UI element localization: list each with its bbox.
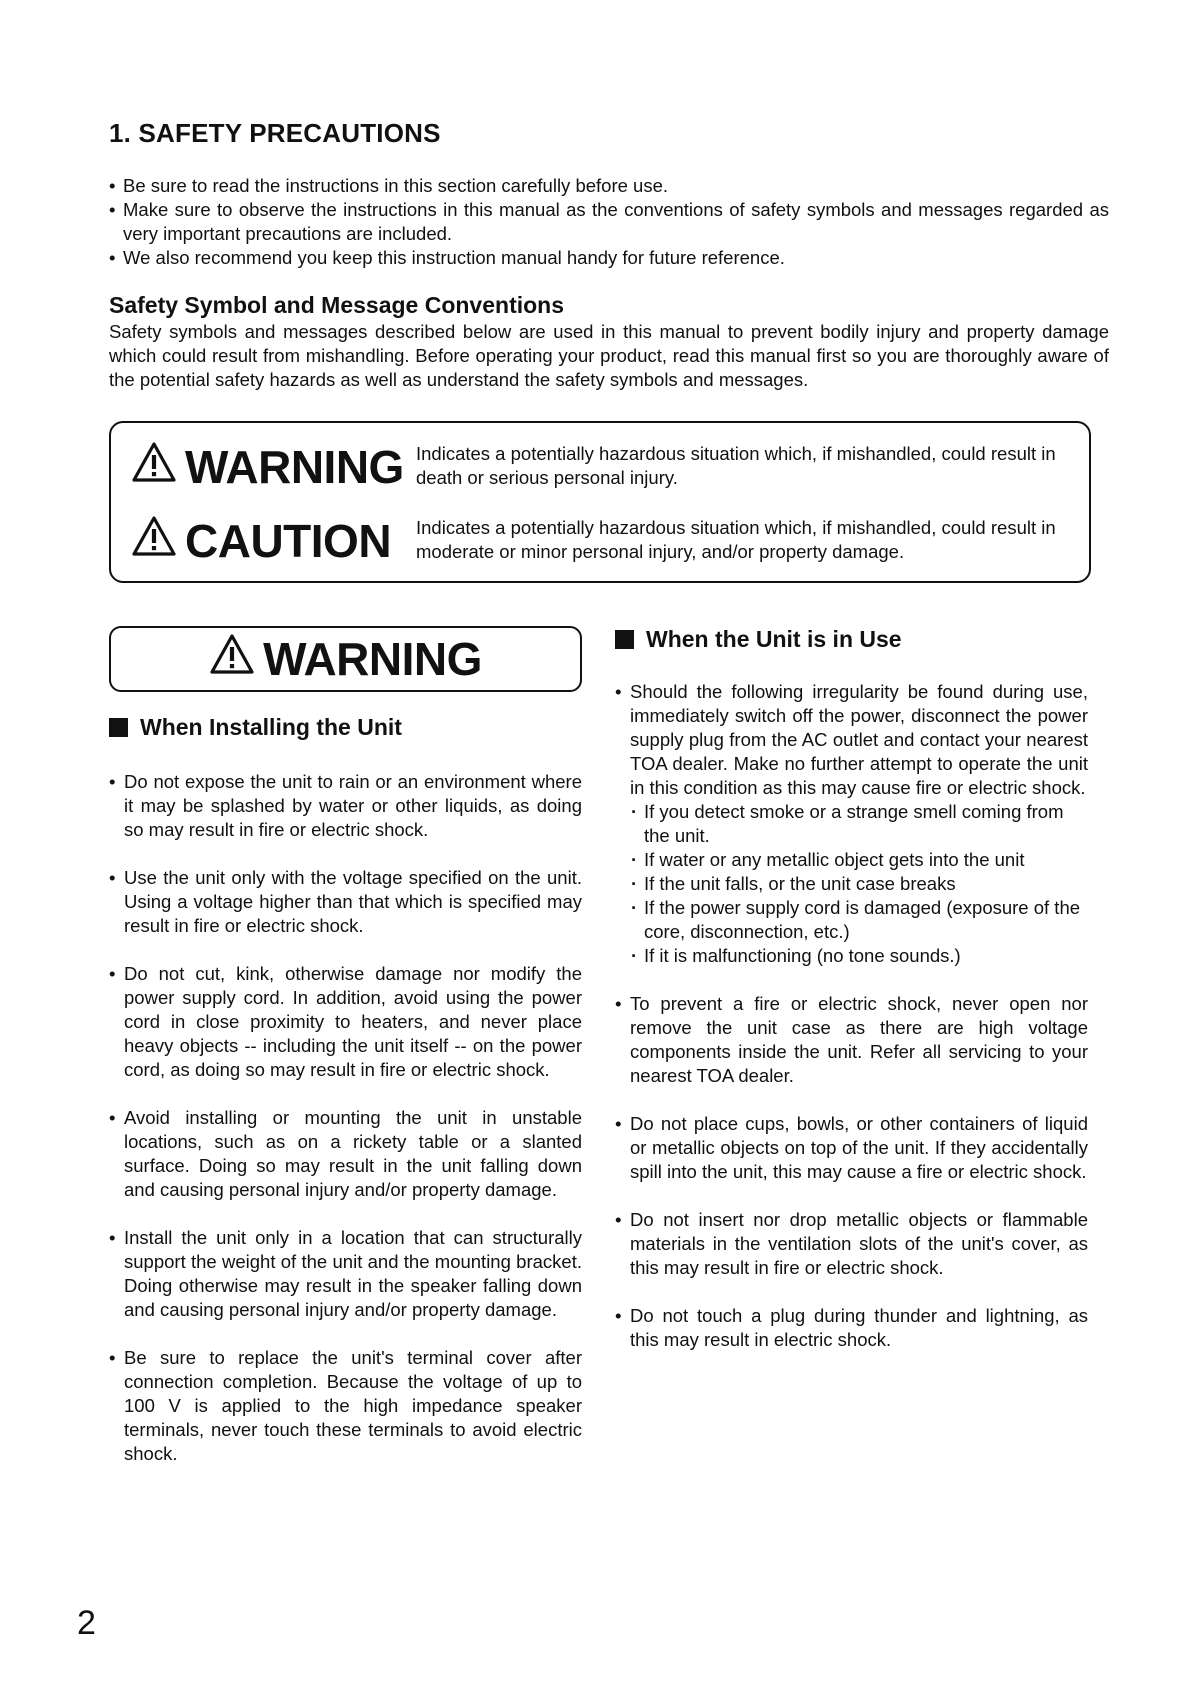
caution-convention-row bbox=[131, 511, 1069, 571]
list-item: • Do not place cups, bowls, or other containers of liquid or metallic objects on top of the unit. If they accidentally spill into the unit, this may cause a fire or electric shock. bbox=[615, 1112, 1088, 1184]
in-use-heading bbox=[615, 626, 902, 653]
conventions-box bbox=[109, 421, 1091, 583]
intro-bullet-list bbox=[109, 174, 1109, 270]
caution-triangle-icon bbox=[131, 511, 177, 571]
installing-list bbox=[109, 770, 582, 1490]
warning-banner-label: WARNING bbox=[263, 633, 482, 685]
intro-bullet: • Make sure to observe the instructions in this manual as the conventions of safety symbols and messages regarded as very important precautions are included. bbox=[109, 198, 1109, 246]
sub-list-item: · If water or any metallic object gets into the unit bbox=[630, 848, 1088, 872]
intro-bullet: • We also recommend you keep this instruction manual handy for future reference. bbox=[109, 246, 1109, 270]
in-use-list bbox=[615, 680, 1088, 1376]
warning-triangle-icon bbox=[209, 632, 255, 686]
conventions-text: Safety symbols and messages described below are used in this manual to prevent bodily injury and property damage which could result from mishandling. Before operating your product, read this manual first so you are thoroughly aware of the potential safety hazards as well as understand the safety symbols and messages. bbox=[109, 321, 1109, 390]
sub-list-item: · If the unit falls, or the unit case breaks bbox=[630, 872, 1088, 896]
section-title: 1. SAFETY PRECAUTIONS bbox=[109, 118, 441, 148]
sub-list-item: · If the power supply cord is damaged (exposure of the core, disconnection, etc.) bbox=[630, 896, 1088, 944]
installing-heading bbox=[109, 714, 402, 741]
warning-label: WARNING bbox=[185, 441, 404, 493]
list-item: • Do not expose the unit to rain or an environment where it may be splashed by water or other liquids, as doing so may result in fire or electric shock. bbox=[109, 770, 582, 842]
intro-bullet: • Be sure to read the instructions in this section carefully before use. bbox=[109, 174, 1109, 198]
list-item: • Do not touch a plug during thunder and lightning, as this may result in electric shock. bbox=[615, 1304, 1088, 1352]
square-bullet-icon bbox=[615, 630, 634, 649]
square-bullet-icon bbox=[109, 718, 128, 737]
caution-description: Indicates a potentially hazardous situation which, if mishandled, could result in moderate or minor personal injury, and/or property damage. bbox=[416, 517, 1056, 562]
warning-convention-row bbox=[131, 437, 1069, 497]
installing-heading-text: When Installing the Unit bbox=[140, 714, 402, 740]
sub-list-item: · If you detect smoke or a strange smell coming from the unit. bbox=[630, 800, 1088, 848]
list-item: • Use the unit only with the voltage specified on the unit. Using a voltage higher than that which is specified may result in fire or electric shock. bbox=[109, 866, 582, 938]
warning-signal-word bbox=[131, 437, 404, 497]
irregularity-list bbox=[630, 800, 1088, 968]
in-use-heading-text: When the Unit is in Use bbox=[646, 626, 902, 652]
page-number: 2 bbox=[77, 1604, 96, 1642]
warning-banner bbox=[109, 626, 582, 692]
warning-description: Indicates a potentially hazardous situation which, if mishandled, could result in death or serious personal injury. bbox=[416, 443, 1056, 488]
conventions-title: Safety Symbol and Message Conventions bbox=[109, 292, 565, 318]
caution-label: CAUTION bbox=[185, 515, 392, 567]
caution-signal-word bbox=[131, 511, 391, 571]
list-item: • Be sure to replace the unit's terminal cover after connection completion. Because the voltage of up to 100 V is applied to the high impedance speaker terminals, never touch these terminals to avoid electric shock. bbox=[109, 1346, 582, 1466]
list-item bbox=[615, 680, 1088, 968]
list-item: • To prevent a fire or electric shock, never open nor remove the unit case as there are high voltage components inside the unit. Refer all servicing to your nearest TOA dealer. bbox=[615, 992, 1088, 1088]
list-item: • Do not insert nor drop metallic objects or flammable materials in the ventilation slots of the unit's cover, as this may result in fire or electric shock. bbox=[615, 1208, 1088, 1280]
list-item: • Do not cut, kink, otherwise damage nor modify the power supply cord. In addition, avoid using the power cord in close proximity to heaters, and never place heavy objects -- including the unit itself -- on the power cord, as doing so may result in fire or electric shock. bbox=[109, 962, 582, 1082]
list-item: • Avoid installing or mounting the unit in unstable locations, such as on a rickety table or a slanted surface. Doing so may result in the unit falling down and causing personal injury and/or property damage. bbox=[109, 1106, 582, 1202]
sub-list-item: · If it is malfunctioning (no tone sounds.) bbox=[630, 944, 1088, 968]
irregularity-text: Should the following irregularity be found during use, immediately switch off the power, disconnect the power supply plug from the AC outlet and contact your nearest TOA dealer. Make no further attempt to operate the unit in this condition as this may cause fire or electric shock. bbox=[630, 681, 1088, 798]
list-item: • Install the unit only in a location that can structurally support the weight of the unit and the mounting bracket. Doing otherwise may result in the speaker falling down and causing personal injury and/or property damage. bbox=[109, 1226, 582, 1322]
warning-triangle-icon bbox=[131, 437, 177, 497]
